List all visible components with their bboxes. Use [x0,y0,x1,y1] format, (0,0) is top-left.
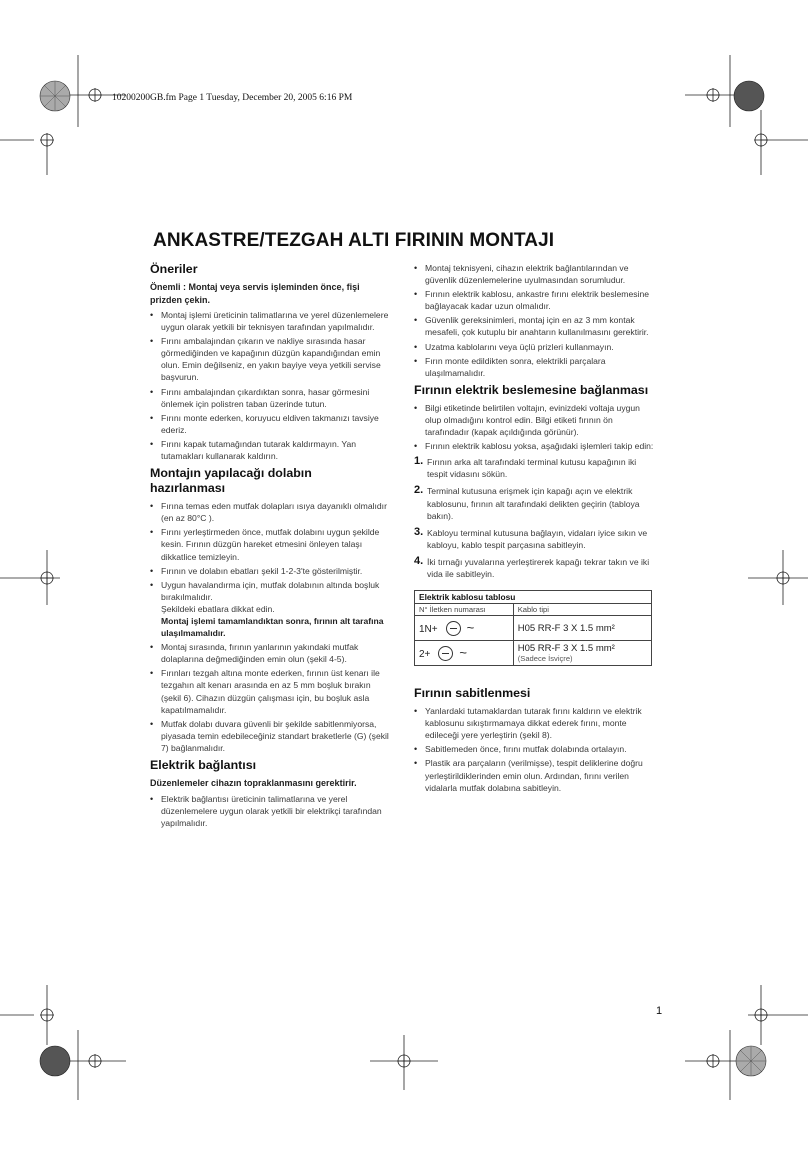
page-number: 1 [656,1005,663,1017]
list-item: • Mutfak dolabı duvara güvenli bir şekilde sabitlenmiyorsa, piyasada temin edebileceğiniz standart braketlerle (G) (şekil 7) bağlanmalıdır. [150,718,389,753]
section-heading-oneriler: Öneriler [150,262,198,276]
step-item: 1. Fırının arka alt tarafındaki terminal kutusu kapağının iki tespit vidasını sökün. [414,455,637,480]
cable-note: (Sadece İsviçre) [517,654,573,664]
conductor-cell: 2+ ~ [415,641,514,666]
conductor-cell: 1N+ ~ [415,616,514,641]
list-item: • Fırını kapak tutamağından tutarak kaldırmayın. Yan tutamakları kullanarak kaldırın. [150,438,357,462]
section-heading-elektrik: Elektrik bağlantısı [150,758,257,772]
list-item: • Plastik ara parçaların (verilmişse), tespit deliklerine doğru yerleştirildiklerinden emin olun. Ardından, fırını verilen vidalarla mutfak dolabına sabitleyin. [414,758,643,793]
step-item: 4. İki tırnağı yuvalarına yerleştirerek kapağı tekrar takın ve iki vida ile sabitleyin. [414,554,650,579]
sabitleme-list [414,705,654,794]
list-item: • Montaj teknisyeni, cihazın elektrik bağlantılarından ve güvenlik düzenlemelerine uyulmasından sorumludur. [414,263,629,286]
list-item: • Fırını yerleştirmeden önce, mutfak dolabını uygun şekilde kesin. Fırının düzgün hareket etmesini önleyen talaşı dikkatlice temizleyin. [150,527,380,562]
grounding-note: Düzenlemeler cihazın topraklanmasını gerektirir. [150,778,357,788]
cable-type-cell: H05 RR-F 3 X 1.5 mm² [513,616,651,641]
list-item: • Uygun havalandırma için, mutfak dolabının altında boşluk bırakılmalıdır. Şekildeki ebatlara dikkat edin. Montaj işlemi tamamlandıktan sonra, fırının alt tarafına ulaşılmamalıdır. [150,579,390,639]
list-item: • Fırının elektrik kablosu, ankastre fırını elektrik beslemesine bağlayacak kadar uzun olmalıdır. [414,289,650,312]
list-item: • Güvenlik gereksinimleri, montaj için en az 3 mm kontak mesafeli, çok kutuplu bir anahtarın kullanılmasını gerektirir. [414,315,649,338]
list-item: • Fırınları tezgah altına monte ederken, fırının üst kenarı ile tezgahın alt kenarı arasında en az 5 mm boşluk bırakın (şekil 6). Cihazın düzgün çalışması için, bu boşluk asla kapatılmamalıdır. [150,668,380,715]
list-item: • Fırını ambalajından çıkardıktan sonra, hasar görmesini önlemek için polistren taban üzerinde tutun. [150,386,370,409]
cable-table [414,590,652,666]
installer-list [414,262,654,379]
list-item: • Montaj sırasında, fırının yanlarının yakındaki mutfak dolaplarına değmediğinden emin olun (şekil 4-5). [150,642,359,665]
cable-type-cell: H05 RR-F 3 X 1.5 mm² (Sadece İsviçre) [513,641,651,666]
list-item-note-bold: Montaj işlemi tamamlandıktan sonra, fırının alt tarafına ulaşılmamalıdır. [161,615,384,639]
section-heading-dolap: Montajın yapılacağı dolabın hazırlanması [150,466,312,496]
list-item: • Fırını monte ederken, koruyucu eldiven takmanızı tavsiye ederiz. [150,412,379,435]
print-header-line: 10200200GB.fm Page 1 Tuesday, December 20, 2005 6:16 PM [112,93,353,103]
list-item: • Sabitlemeden önce, fırını mutfak dolabında ortalayın. [414,744,627,755]
list-item: • Fırının ve dolabın ebatları şekil 1-2-3'te gösterilmiştir. [150,565,363,576]
list-item: • Fırın monte edildikten sonra, elektrikli parçalara ulaşılmamalıdır. [414,355,606,378]
list-item: • Fırına temas eden mutfak dolapları ısıya dayanıklı olmalıdır (en az 80°C ). [150,501,387,524]
table-header-cell: Kablo tipi [513,604,651,616]
step-item: 2. Terminal kutusuna erişmek için kapağı açın ve elektrik kablosunu, fırının alt tarafındaki delikten geçirin (tabloya bakın). [414,484,640,521]
section-heading-sabitleme: Fırının sabitlenmesi [414,686,531,701]
left-column [150,262,390,833]
section-heading-besleme: Fırının elektrik beslemesine bağlanması [414,382,649,397]
list-item: • Montaj işlemi üreticinin talimatlarına ve yerel düzenlemelere uygun olarak yetkili bir teknisyen tarafından yapılmalıdır. [150,310,389,333]
oneriler-list [150,309,390,462]
ground-symbol-icon [438,646,453,661]
document-title: ANKASTRE/TEZGAH ALTI FIRININ MONTAJI [153,230,555,251]
elektrik-list [150,793,390,829]
table-header-cell: N° İletken numarası [415,604,514,616]
besleme-list [414,402,654,452]
table-caption: Elektrik kablosu tablosu [415,591,652,604]
list-item: • Elektrik bağlantısı üreticinin talimatlarına ve yerel düzenlemelere uygun olarak yetkili bir elektrikçi tarafından yapılmalıdır. [150,793,382,828]
list-item: • Yanlardaki tutamaklardan tutarak fırını kaldırın ve elektrik kablosunu sıkıştırmamaya dikkat ederek fırını, monte edileceği yere yerleştirin (şekil 8). [414,706,642,741]
table-row [415,616,652,641]
list-item: • Fırının elektrik kablosu yoksa, aşağıdaki işlemleri takip edin: [414,441,654,452]
list-item: • Bilgi etiketinde belirtilen voltajın, evinizdeki voltaja uygun olup olmadığını kontrol edin. Bilgi etiketi fırının ön tarafındadır (kapak açıldığında görünür). [414,402,640,438]
table-row [415,641,652,666]
ground-symbol-icon [446,621,461,636]
numbered-steps [414,456,654,580]
right-column [414,262,654,798]
list-item: • Fırını ambalajından çıkarın ve nakliye sırasında hasar görmediğinden ve kapağının düzgün kapandığından emin olun. Emin değilseniz, en yakın bayiye veya yetkili servise başvurun. [150,336,381,383]
list-item: • Uzatma kablolarını veya üçlü prizleri kullanmayın. [414,341,614,352]
warning-text: Önemli : Montaj veya servis işleminden önce, fişi prizden çekin. [150,282,360,305]
dolap-list [150,500,390,754]
step-item: 3. Kabloyu terminal kutusuna bağlayın, vidaları iyice sıkın ve kabloyu, kablo tespit parçasına sabitleyin. [414,525,648,550]
list-item-note: Şekildeki ebatlara dikkat edin. [161,603,275,614]
